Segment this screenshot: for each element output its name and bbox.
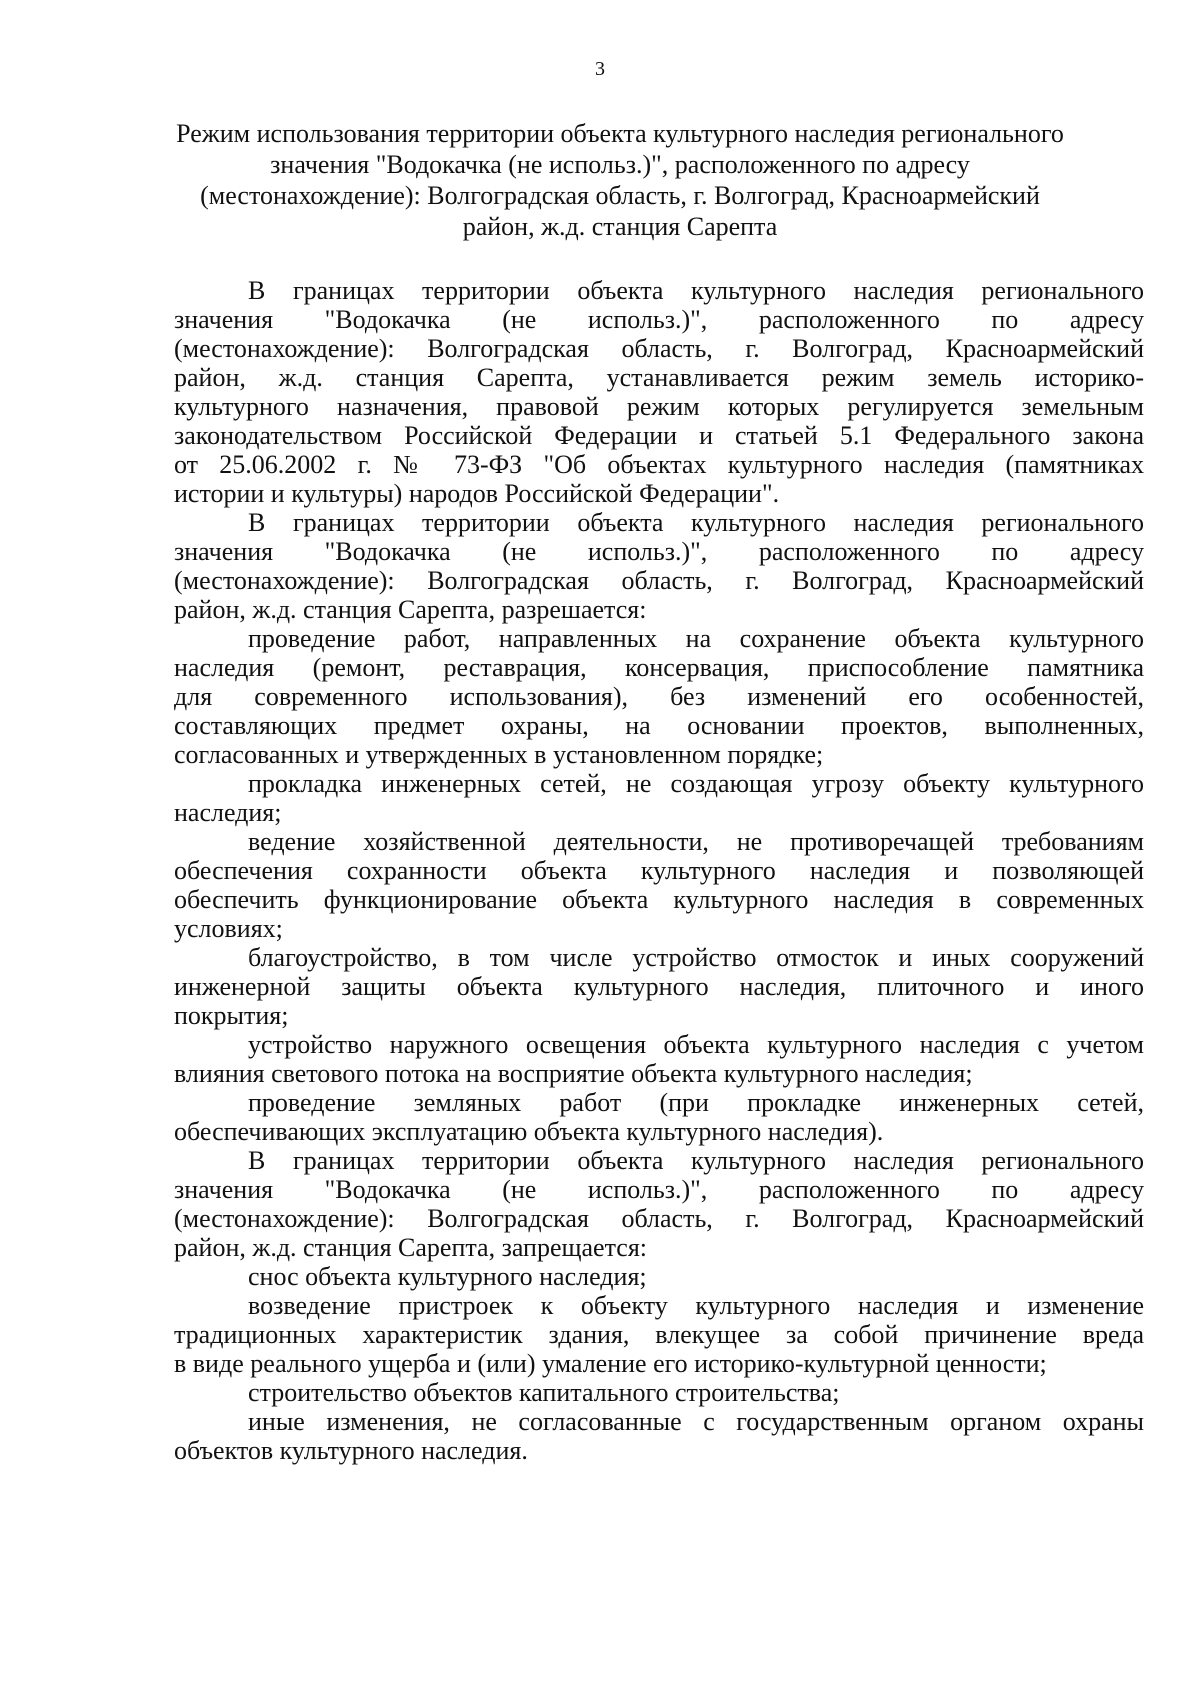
text-line: обеспечивающих эксплуатацию объекта культурного наследия). — [174, 1117, 884, 1146]
text-line: истории и культуры) народов Российской Федерации". — [174, 479, 780, 508]
text-line: составляющих предмет охраны, на основании проектов, выполненных, — [174, 711, 1144, 740]
document-title — [160, 118, 1080, 242]
list-item-allowed — [174, 943, 1144, 1030]
text-line: условиях; — [174, 914, 283, 943]
title-line: Режим использования территории объекта культурного наследия регионального — [176, 119, 1064, 148]
text-line: устройство наружного освещения объекта культурного наследия с учетом — [248, 1030, 1144, 1059]
text-line: ведение хозяйственной деятельности, не противоречащей требованиям — [248, 827, 1144, 856]
text-line: район, ж.д. станция Сарепта, запрещается: — [174, 1233, 648, 1262]
text-line: проведение работ, направленных на сохранение объекта культурного — [248, 624, 1144, 653]
paragraph-allowed — [174, 508, 1144, 624]
text-line: (местонахождение): Волгоградская область, г. Волгоград, Красноармейский — [174, 334, 1144, 363]
text-line: законодательством Российской Федерации и статьей 5.1 Федерального закона — [174, 421, 1144, 450]
text-line: обеспечения сохранности объекта культурного наследия и позволяющей — [174, 856, 1144, 885]
text-line: объектов культурного наследия. — [174, 1436, 528, 1465]
text-line: В границах территории объекта культурного наследия регионального — [248, 276, 1144, 305]
text-line: традиционных характеристик здания, влекущее за собой причинение вреда — [174, 1320, 1144, 1349]
text-line: иные изменения, не согласованные с государственным органом охраны — [248, 1407, 1144, 1436]
text-line: для современного использования), без изменений его особенностей, — [174, 682, 1144, 711]
text-line: В границах территории объекта культурного наследия регионального — [248, 508, 1144, 537]
list-item-allowed — [174, 827, 1144, 943]
list-item-prohibited — [174, 1291, 1144, 1378]
text-line: В границах территории объекта культурного наследия регионального — [248, 1146, 1144, 1175]
text-line: значения "Водокачка (не использ.)", расположенного по адресу — [174, 537, 1144, 566]
text-line: в виде реального ущерба и (или) умаление его историко-культурной ценности; — [174, 1349, 1047, 1378]
document-body — [174, 276, 1144, 1465]
list-item-prohibited — [174, 1378, 1144, 1407]
list-item-allowed — [174, 624, 1144, 769]
text-line: согласованных и утвержденных в установленном порядке; — [174, 740, 824, 769]
text-line: благоустройство, в том числе устройство отмосток и иных сооружений — [248, 943, 1144, 972]
text-line: значения "Водокачка (не использ.)", расположенного по адресу — [174, 1175, 1144, 1204]
text-line: район, ж.д. станция Сарепта, устанавливается режим земель историко- — [174, 363, 1144, 392]
list-item-allowed — [174, 1030, 1144, 1088]
list-item-allowed — [174, 769, 1144, 827]
text-line: (местонахождение): Волгоградская область, г. Волгоград, Красноармейский — [174, 566, 1144, 595]
text-line: строительство объектов капитального строительства; — [248, 1378, 840, 1407]
title-line: значения "Водокачка (не использ.)", расположенного по адресу — [270, 150, 970, 179]
text-line: обеспечить функционирование объекта культурного наследия в современных — [174, 885, 1144, 914]
text-line: наследия (ремонт, реставрация, консервация, приспособление памятника — [174, 653, 1144, 682]
text-line: проведение земляных работ (при прокладке инженерных сетей, — [248, 1088, 1144, 1117]
text-line: прокладка инженерных сетей, не создающая угрозу объекту культурного — [248, 769, 1144, 798]
title-line: (местонахождение): Волгоградская область, г. Волгоград, Красноармейский — [200, 181, 1040, 210]
text-line: наследия; — [174, 798, 282, 827]
list-item-allowed — [174, 1088, 1144, 1146]
list-item-prohibited — [174, 1407, 1144, 1465]
text-line: (местонахождение): Волгоградская область, г. Волгоград, Красноармейский — [174, 1204, 1144, 1233]
text-line: район, ж.д. станция Сарепта, разрешается: — [174, 595, 647, 624]
paragraph-prohibited — [174, 1146, 1144, 1262]
list-item-prohibited — [174, 1262, 1144, 1291]
text-line: возведение пристроек к объекту культурного наследия и изменение — [248, 1291, 1144, 1320]
page-number: 3 — [595, 58, 605, 80]
text-line: значения "Водокачка (не использ.)", расположенного по адресу — [174, 305, 1144, 334]
paragraph-regime — [174, 276, 1144, 508]
text-line: инженерной защиты объекта культурного наследия, плиточного и иного — [174, 972, 1144, 1001]
text-line: покрытия; — [174, 1001, 289, 1030]
text-line: культурного назначения, правовой режим которых регулируется земельным — [174, 392, 1144, 421]
text-line: влияния светового потока на восприятие объекта культурного наследия; — [174, 1059, 973, 1088]
text-line: снос объекта культурного наследия; — [248, 1262, 647, 1291]
title-line: район, ж.д. станция Сарепта — [462, 212, 778, 241]
text-line: от 25.06.2002 г. № 73-ФЗ "Об объектах культурного наследия (памятниках — [174, 450, 1144, 479]
